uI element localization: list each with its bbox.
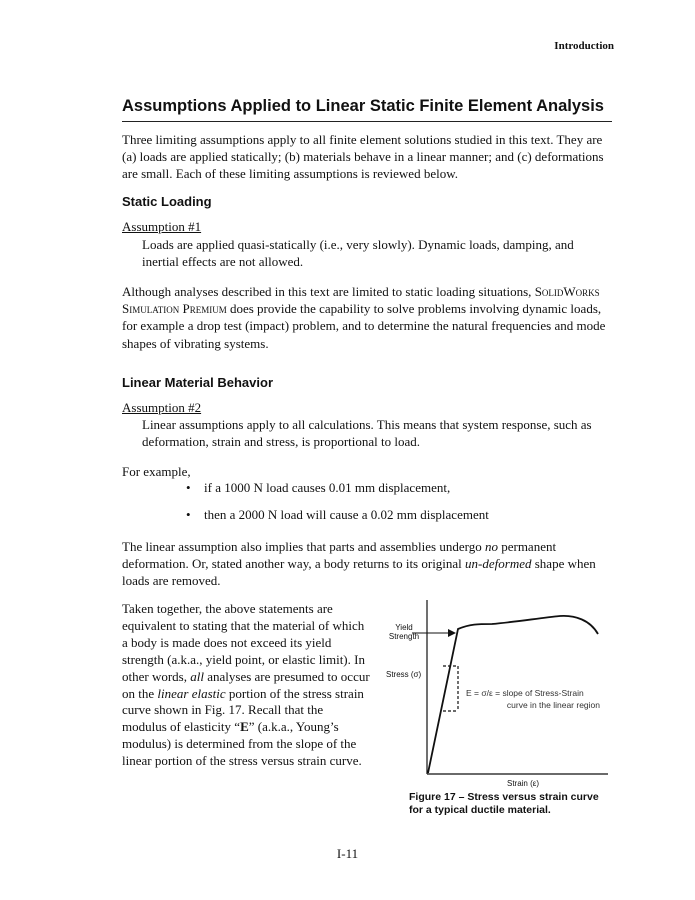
- static-loading-paragraph: [122, 283, 612, 352]
- figure-caption-line2: for a typical ductile material.: [409, 804, 551, 816]
- p2-emphasis-undeformed: un-deformed: [465, 556, 532, 572]
- p2-part-a: The linear assumption also implies that parts and assemblies undergo: [122, 539, 482, 554]
- assumption-2-label: Assumption #2: [122, 400, 202, 415]
- static-loading-heading: Static Loading: [122, 194, 212, 209]
- figure-caption-line1: Figure 17 – Stress versus strain curve: [409, 791, 599, 803]
- bullet-2-marker: •: [186, 507, 191, 522]
- page-number: I-11: [336, 846, 359, 861]
- p3-emphasis-linear-elastic: linear elastic: [157, 685, 226, 701]
- p3-modulus-E: E: [240, 719, 249, 735]
- yield-strength-paragraph: [122, 601, 370, 770]
- for-example-text: For example,: [122, 464, 191, 479]
- bullet-1-marker: •: [186, 480, 191, 495]
- p2-part-b: permanent deformation. Or, stated another way, a body returns to its original: [122, 539, 557, 572]
- page-title: Assumptions Applied to Linear Static Finite Element Analysis: [122, 97, 604, 115]
- p3-part-d: ” (a.k.a., Young’s modulus) is determined from the slope of the linear portion of the stress versus strain curve.: [122, 719, 362, 769]
- p3-part-c: portion of the stress strain curve shown in Fig. 17. Recall that the modulus of elasticity: [122, 685, 364, 735]
- p2-emphasis-no: no: [484, 539, 498, 554]
- intro-paragraph: Three limiting assumptions apply to all finite element solutions studied in this text. They are (a) loads are applied statically; (b) materials behave in a linear manner; and (c) deformations are small. Each of these limiting assumptions is reviewed below.: [122, 132, 604, 182]
- p3-part-a: Taken together, the above statements are equivalent to stating that the material of which a body is made does not exceed its yield strength (a.k.a., yield point, or elastic limit). In other words,: [122, 601, 365, 684]
- running-header: Introduction: [554, 40, 614, 52]
- permanent-deformation-paragraph: [122, 538, 612, 590]
- bullet-1-text: if a 1000 N load causes 0.01 mm displacement,: [204, 480, 451, 495]
- assumption-1-text: Loads are applied quasi-statically (i.e., very slowly). Dynamic loads, damping, and inertial effects are not allowed.: [142, 237, 574, 270]
- modulus-label-line2: curve in the linear region: [506, 700, 600, 710]
- p3-quote-open: “: [234, 719, 241, 735]
- p3-part-b: analyses are presumed to occur on the: [122, 668, 370, 701]
- brand-name: SolidWorks Simulation Premium: [122, 284, 600, 317]
- stress-axis-label: Stress (σ): [386, 670, 422, 679]
- yield-label-line2: Strength: [388, 632, 420, 641]
- title-rule: [122, 121, 612, 122]
- assumption-2-text: Linear assumptions apply to all calculations. This means that system response, such as deformation, strain and stress, is proportional to load.: [142, 417, 592, 450]
- yield-label-line1: Yield: [395, 623, 413, 632]
- figure-caption: [409, 791, 619, 817]
- modulus-label-line1: E = σ/ε = slope of Stress-Strain: [466, 688, 584, 698]
- assumption-1-label: Assumption #1: [122, 219, 202, 234]
- strain-axis-label: Strain (ε): [506, 779, 540, 788]
- p2-part-c: shape when loads are removed.: [122, 556, 596, 589]
- static-para-after: does provide the capability to solve problems involving dynamic loads, for example a drop test (impact) problem, and to determine the natural frequencies and mode shapes of vibrating systems.: [122, 301, 606, 351]
- linear-material-heading: Linear Material Behavior: [122, 375, 273, 390]
- bullet-2-text: then a 2000 N load will cause a 0.02 mm displacement: [204, 507, 489, 522]
- p3-emphasis-all: all: [190, 668, 204, 684]
- stress-strain-diagram: [380, 596, 612, 792]
- static-para-before: Although analyses described in this text are limited to static loading situations,: [122, 284, 532, 299]
